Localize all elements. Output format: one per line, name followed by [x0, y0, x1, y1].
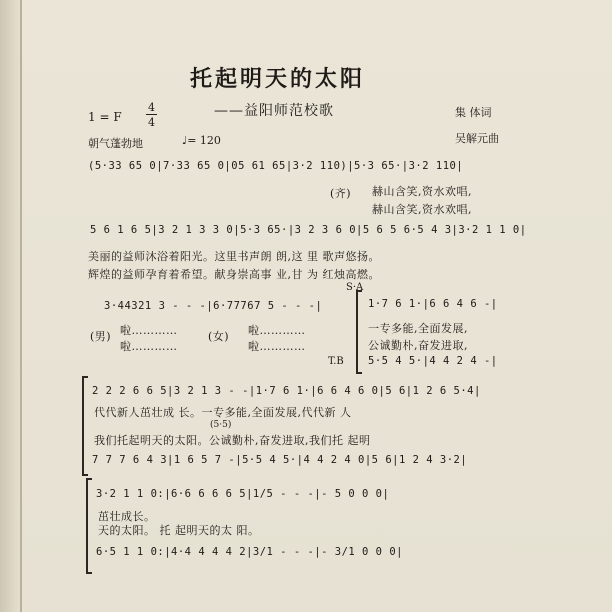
system3-right-lyric-1: 一专多能,全面发展, [368, 322, 468, 335]
female-voice-label: (女) [208, 330, 230, 343]
binding-line [20, 0, 22, 612]
tempo-expression: 朝气蓬勃地 [88, 137, 143, 150]
system1-notation: (5·33 65 0|7·33 65 0|05 61 65|3·2 110)|5·3 65·|3·2 110| [88, 160, 464, 172]
song-title: 托起明天的太阳 [190, 66, 366, 92]
male-voice-label: (男) [90, 330, 112, 343]
tb-notation: 5·5 4 5·|4 4 2 4 -| [368, 355, 498, 367]
time-signature-rule [146, 114, 157, 115]
system3-right-lyric-2: 公诚勤朴,奋发进取, [368, 339, 468, 352]
system5-bracket [86, 478, 92, 574]
system2-lyric-2: 辉煌的益师孕育着希望。献身崇高事 业,甘 为 红烛高燃。 [88, 268, 380, 281]
system4-notation: 2 2 2 6 6 5|3 2 1 3 - -|1·7 6 1·|6 6 4 6 0|5 6|1 2 6 5·4| [92, 385, 481, 397]
male-lah-1: 啦………… [120, 324, 178, 337]
system1-lyric-1: 赫山含笑,资水欢唱, [372, 185, 472, 198]
system1-lyric-2: 赫山含笑,资水欢唱, [372, 203, 472, 216]
female-lah-1: 啦………… [248, 324, 306, 337]
system4-lyric-1: 代代新人茁壮成 长。一专多能,全面发展,代代新 人 [94, 406, 352, 419]
system2-lyric-1: 美丽的益师沐浴着阳光。这里书声朗 朗,这 里 歌声悠扬。 [88, 250, 380, 263]
system4-bracket [82, 376, 88, 476]
composer-credit: 吴解元曲 [455, 132, 499, 145]
song-subtitle: ——益阳师范校歌 [214, 103, 334, 119]
system2-notation: 5 6 1 6 5|3 2 1 3 3 0|5·3 65·|3 2 3 6 0|5 6 5 6·5 4 3|3·2 1 1 0| [90, 224, 527, 236]
key-signature: 1 = F [88, 110, 122, 124]
sa-tb-bracket [356, 290, 362, 374]
sa-label: S·A [346, 282, 364, 293]
time-signature-bottom: 4 [148, 116, 155, 129]
tb-label: T.B [328, 356, 344, 367]
system4-notation-2: 7 7 7 6 4 3|1 6 5 7 -|5·5 4 5·|4 4 2 4 0|5 6|1 2 4 3·2| [92, 454, 468, 466]
system5-lyric-2: 天的太阳。 托 起明天的太 阳。 [98, 524, 260, 537]
system4-lyric-2: 我们托起明天的太阳。公诚勤朴,奋发进取,我们托 起明 [94, 434, 371, 447]
male-lah-2: 啦………… [120, 340, 178, 353]
binding-edge [0, 0, 22, 612]
system1-voice-label: (齐) [330, 187, 352, 200]
system5-notation-2: 6·5 1 1 0:|4·4 4 4 4 2|3/1 - - -|- 3/1 0 0 0| [96, 546, 403, 558]
system5-notation: 3·2 1 1 0:|6·6 6 6 6 5|1/5 - - -|- 5 0 0 0| [96, 488, 390, 500]
system4-triplet-mark: (5·5) [210, 420, 232, 430]
system3-notation-right: 1·7 6 1·|6 6 4 6 -| [368, 298, 498, 310]
time-signature-top: 4 [148, 101, 155, 114]
system5-lyric-1: 茁壮成长。 [98, 510, 156, 523]
lyricist-credit: 集 体词 [455, 106, 492, 119]
system3-notation-left: 3·44321 3 - - -|6·77767 5 - - -| [104, 300, 323, 312]
female-lah-2: 啦………… [248, 340, 306, 353]
tempo-mark: ♩= 120 [182, 134, 221, 147]
